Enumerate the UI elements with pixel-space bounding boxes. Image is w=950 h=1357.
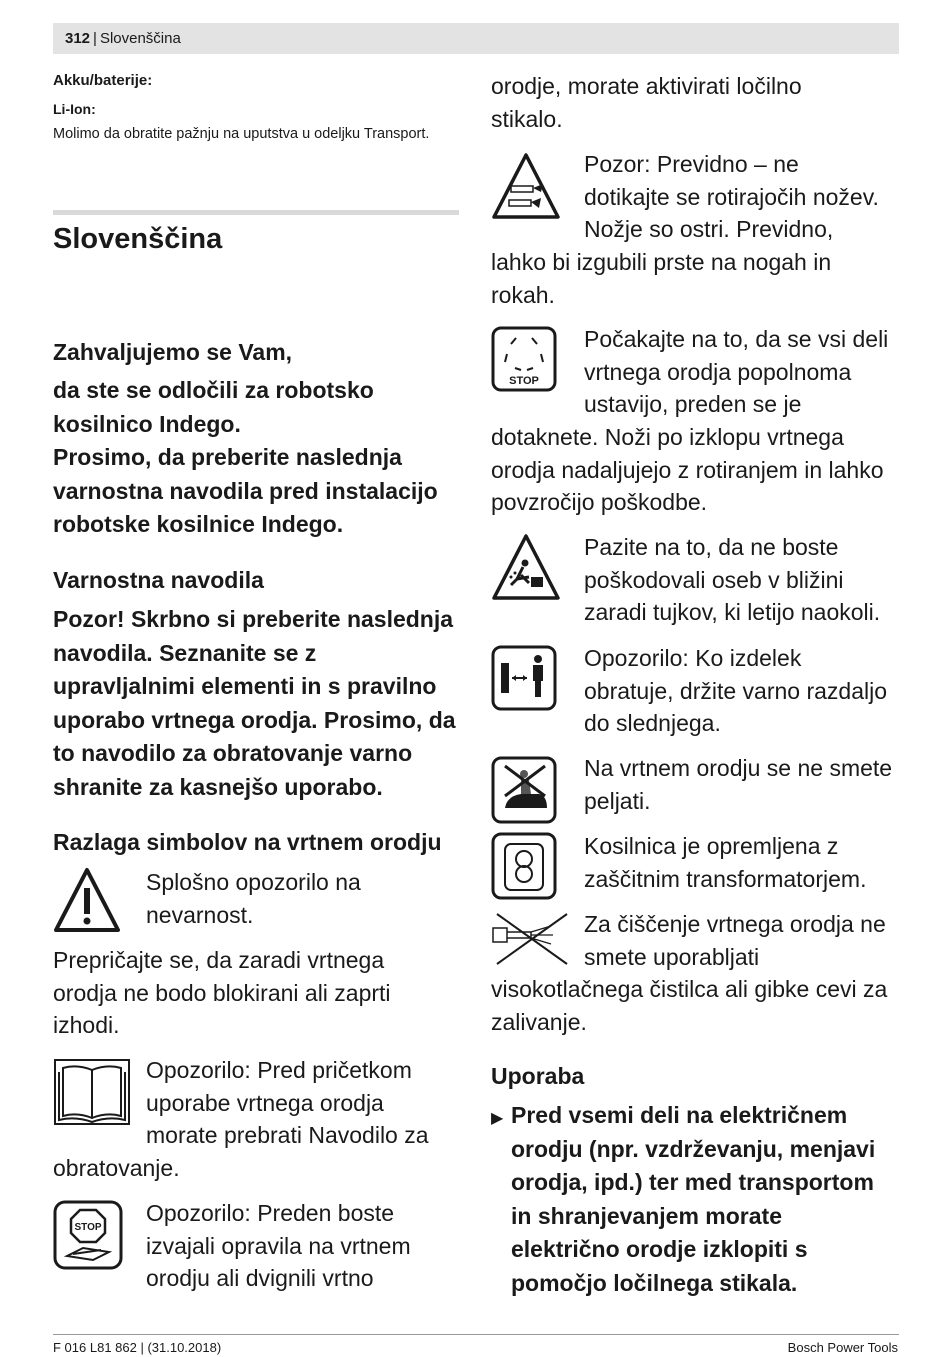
intro-paragraph xyxy=(53,374,438,542)
no-riding-icon xyxy=(491,756,557,824)
blades-continuation xyxy=(491,246,831,311)
li-ion-label: Li-Ion: xyxy=(53,101,96,117)
washer-line: smete uporabljati xyxy=(584,943,760,970)
header-language: Slovenščina xyxy=(99,30,181,47)
intro-line: varnostna navodila pred instalacijo xyxy=(53,477,438,504)
svg-text:STOP: STOP xyxy=(74,1222,102,1233)
sym3-line: izvajali opravila na vrtnem xyxy=(146,1232,411,1259)
footer-rule xyxy=(53,1334,899,1335)
distance-text xyxy=(584,642,887,740)
stop-icon-label: STOP xyxy=(509,375,539,387)
blades-line: Nožje so ostri. Previdno, xyxy=(584,216,834,242)
debris-line: zaradi tujkov, ki letijo naokoli. xyxy=(584,599,881,625)
sym1-text xyxy=(146,866,361,931)
noride-line: Na vrtnem orodju se ne smete xyxy=(584,755,893,781)
usage-line: električno orodje izklopiti s xyxy=(511,1236,808,1262)
stop-rotation-icon xyxy=(491,326,557,392)
stop-cont-line: dotaknete. Noži po izklopu vrtnega xyxy=(491,424,844,450)
warning-line: upravljalnimi elementi in s pravilno xyxy=(53,673,437,699)
cont-line: orodje, morate aktivirati ločilno xyxy=(491,73,802,99)
blades-text xyxy=(584,148,879,246)
transformer-line: zaščitnim transformatorjem. xyxy=(584,865,867,892)
stop-maintenance-icon xyxy=(53,1200,123,1270)
warning-line: Pozor! Skrbno si preberite naslednja xyxy=(53,606,454,632)
transformer-text xyxy=(584,830,866,895)
sym2-line: uporabe vrtnega orodja xyxy=(146,1089,384,1116)
footer-brand: Bosch Power Tools xyxy=(787,1340,898,1355)
right-continuation xyxy=(491,70,802,135)
warning-line: to navodilo za obratovanje varno xyxy=(53,740,413,766)
sym1-continuation xyxy=(53,944,391,1042)
blades-line: dotikajte se rotirajočih nožev. xyxy=(584,183,879,210)
sym2-line: morate prebrati Navodilo za xyxy=(146,1122,429,1148)
blades-cont-line: rokah. xyxy=(491,281,555,308)
sym1-line: Splošno opozorilo na xyxy=(146,869,361,895)
usage-heading: Uporaba xyxy=(491,1063,585,1089)
no-pressure-washer-icon xyxy=(491,910,571,968)
warning-triangle-icon xyxy=(53,866,121,934)
sym2-cont-line: obratovanje. xyxy=(53,1155,180,1181)
intro-line: Prosimo, da preberite naslednja xyxy=(53,444,402,470)
usage-line: Pred vsemi deli na električnem xyxy=(511,1102,848,1128)
rotating-blades-icon xyxy=(491,152,561,220)
debris-line: poškodovali oseb v bližini xyxy=(584,566,844,593)
blades-cont-line: lahko bi izgubili prste na nogah in xyxy=(491,249,832,275)
intro-line: kosilnico Indego. xyxy=(53,410,241,437)
washer-continuation xyxy=(491,973,887,1038)
sym3-line: orodju ali dvignili vrtno xyxy=(146,1265,374,1291)
flying-debris-icon xyxy=(491,533,561,601)
sym1-cont-line: orodja ne bodo blokirani ali zaprti xyxy=(53,979,391,1006)
warning-paragraph xyxy=(53,603,456,804)
section-rule xyxy=(53,210,459,215)
usage-line: in shranjevanjem morate xyxy=(511,1202,782,1229)
page-number: 312 xyxy=(65,30,91,47)
usage-line: orodja, ipd.) ter med transportom xyxy=(511,1169,874,1195)
washer-cont-line: zalivanje. xyxy=(491,1008,587,1035)
debris-text xyxy=(584,531,880,629)
warning-line: uporabo vrtnega orodja. Prosimo, da xyxy=(53,706,456,733)
usage-line: pomočjo ločilnega stikala. xyxy=(511,1269,798,1296)
washer-text xyxy=(584,908,886,973)
safety-heading: Varnostna navodila xyxy=(53,567,264,593)
stop-cont-line: orodja nadaljujejo z rotiranjem in lahko xyxy=(491,456,884,483)
washer-cont-line: visokotlačnega čistilca ali gibke cevi za xyxy=(491,976,888,1002)
bullet-arrow-icon: ▶ xyxy=(491,1110,504,1127)
stop-line: ustavijo, preden se je xyxy=(584,391,802,417)
sym1-cont-line: Prepričajte se, da zaradi vrtnega xyxy=(53,947,385,973)
usage-paragraph xyxy=(511,1099,875,1300)
usage-line: orodju (npr. vzdrževanju, menjavi xyxy=(511,1135,876,1162)
warning-line: navodila. Seznanite se z xyxy=(53,639,317,666)
sym1-cont-line: izhodi. xyxy=(53,1012,120,1038)
sym2-continuation xyxy=(53,1152,180,1185)
stop-line: vrtnega orodja popolnoma xyxy=(584,358,852,385)
page-header xyxy=(53,23,899,54)
blades-line: Pozor: Previdno – ne xyxy=(584,151,799,177)
stop-continuation xyxy=(491,421,884,519)
thanks-heading: Zahvaljujemo se Vam, xyxy=(53,339,293,365)
intro-line: robotske kosilnice Indego. xyxy=(53,511,344,537)
sym2-line: Opozorilo: Pred pričetkom xyxy=(146,1057,412,1083)
sym3-line: Opozorilo: Preden boste xyxy=(146,1200,395,1226)
safety-transformer-icon xyxy=(491,832,557,900)
intro-line: da ste se odločili za robotsko xyxy=(53,377,374,403)
sym1-line: nevarnost. xyxy=(146,901,254,928)
symbols-heading: Razlaga simbolov na vrtnem orodju xyxy=(53,829,442,855)
manual-book-icon xyxy=(53,1058,131,1126)
noride-text xyxy=(584,752,892,817)
distance-line: do slednjega. xyxy=(584,710,721,736)
akku-title: Akku/baterije: xyxy=(53,72,153,89)
washer-line: Za čiščenje vrtnega orodja ne xyxy=(584,911,886,937)
safe-distance-icon xyxy=(491,645,557,711)
stop-cont-line: povzročijo poškodbe. xyxy=(491,489,708,515)
debris-line: Pazite na to, da ne boste xyxy=(584,534,839,560)
sym2-text xyxy=(146,1054,429,1152)
stop-text xyxy=(584,323,888,421)
section-title: Slovenščina xyxy=(53,223,223,255)
header-separator: | xyxy=(93,30,97,47)
warning-line: shranite za kasnejšo uporabo. xyxy=(53,773,383,800)
cont-line: stikalo. xyxy=(491,105,563,132)
sym3-text xyxy=(146,1197,411,1295)
stop-line: Počakajte na to, da se vsi deli xyxy=(584,326,889,352)
noride-line: peljati. xyxy=(584,787,651,814)
footer-doc-id: F 016 L81 862 | (31.10.2018) xyxy=(53,1340,222,1355)
transport-note: Molimo da obratite pažnju na uputstva u odeljku Transport. xyxy=(53,126,430,142)
distance-line: obratuje, držite varno razdaljo xyxy=(584,677,887,704)
distance-line: Opozorilo: Ko izdelek xyxy=(584,645,802,671)
transformer-line: Kosilnica je opremljena z xyxy=(584,833,839,859)
